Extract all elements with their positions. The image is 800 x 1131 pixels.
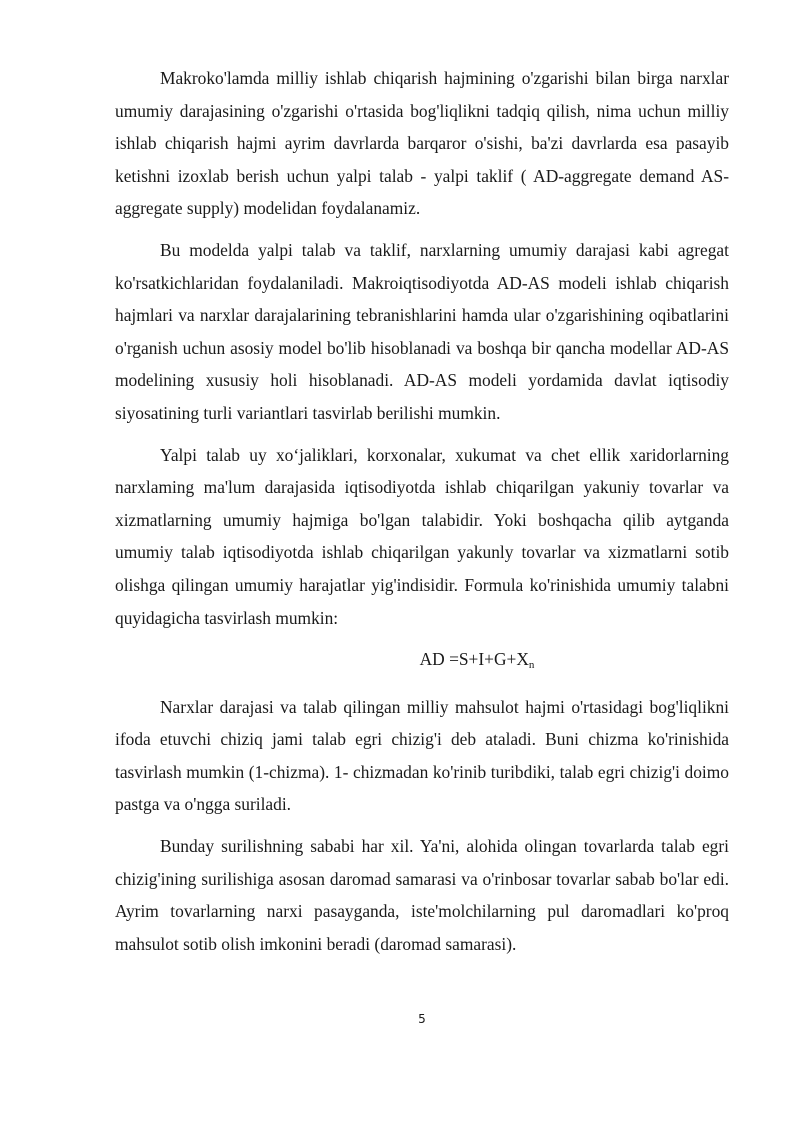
paragraph-5: Bunday surilishning sababi har xil. Ya'ni, alohida olingan tovarlarda talab egri chizig'ining surilishiga asosan daromad samarasi va o'rinbosar tovarlar sabab bo'lar edi. Ayrim tovarlarning narxi pasayganda, iste'molchilarning pul daromadlari ko'proq mahsulot sotib olish imkonini beradi (daromad samarasi). [115, 836, 729, 954]
paragraph-4: Narxlar darajasi va talab qilingan milliy mahsulot hajmi o'rtasidagi bog'liqlikni ifoda etuvchi chiziq jami talab egri chizig'i deb ataladi. Buni chizma ko'rinishida tasvirlash mumkin (1-chizma). 1- chizmadan ko'rinib turibdiki, talab egri chizig'i doimo pastga va o'ngga suriladi. [115, 696, 729, 815]
document-body [115, 62, 729, 969]
page-number: 5 [418, 1012, 426, 1026]
paragraph-3: Yalpi talab uy xo‘jaliklari, korxonalar, xukumat va chet ellik xaridorlarning narxlaming ma'lum darajasida iqtisodiyotda ishlab chiqarilgan yakuniy tovarlar va xizmatlarning umumiy hajmiga bo'lgan talabidir. Yoki boshqacha qilib aytganda umumiy talab iqtisodiyotda ishlab chiqarilgan yakunly tovarlar va xizmatlarni sotib olishga qilingan umumiy harajatlar yig'indisidir. Formula ko'rinishida umumiy talabni quyidagicha tasvirlash mumkin: [115, 444, 729, 628]
paragraph-1: Makroko'lamda milliy ishlab chiqarish hajmining o'zgarishi bilan birga narxlar umumiy darajasining o'zgarishi o'rtasida bog'liqlikni tadqiq qilish, nima uchun milliy ishlab chiqarish hajmi ayrim davrlarda barqaror o'sishi, ba'zi davrlarda esa pasayib ketishni izoxlab berish uchun yalpi talab - yalpi taklif ( AD-aggregate demand AS-aggregate supply) modelidan foydalanamiz. [115, 68, 729, 219]
formula [115, 643, 729, 682]
formula-subscript: n [528, 659, 535, 672]
paragraph-2: Bu modelda yalpi talab va taklif, narxlarning umumiy darajasi kabi agregat ko'rsatkichlaridan foydalaniladi. Makroiqtisodiyotda AD-AS modeli ishlab chiqarish hajmlari va narxlar darajalarining tebranishlarini hamda ular o'zgarishining oqibatlarini o'rganish uchun asosiy model bo'lib hisoblanadi va boshqa bir qancha modellar AD-AS modelining xususiy holi hisoblanadi. AD-AS modeli yordamida davlat iqtisodiy siyosatining turli variantlari tasvirlab berilishi mumkin. [115, 239, 729, 423]
formula-main: AD =S+I+G+X [419, 649, 529, 670]
